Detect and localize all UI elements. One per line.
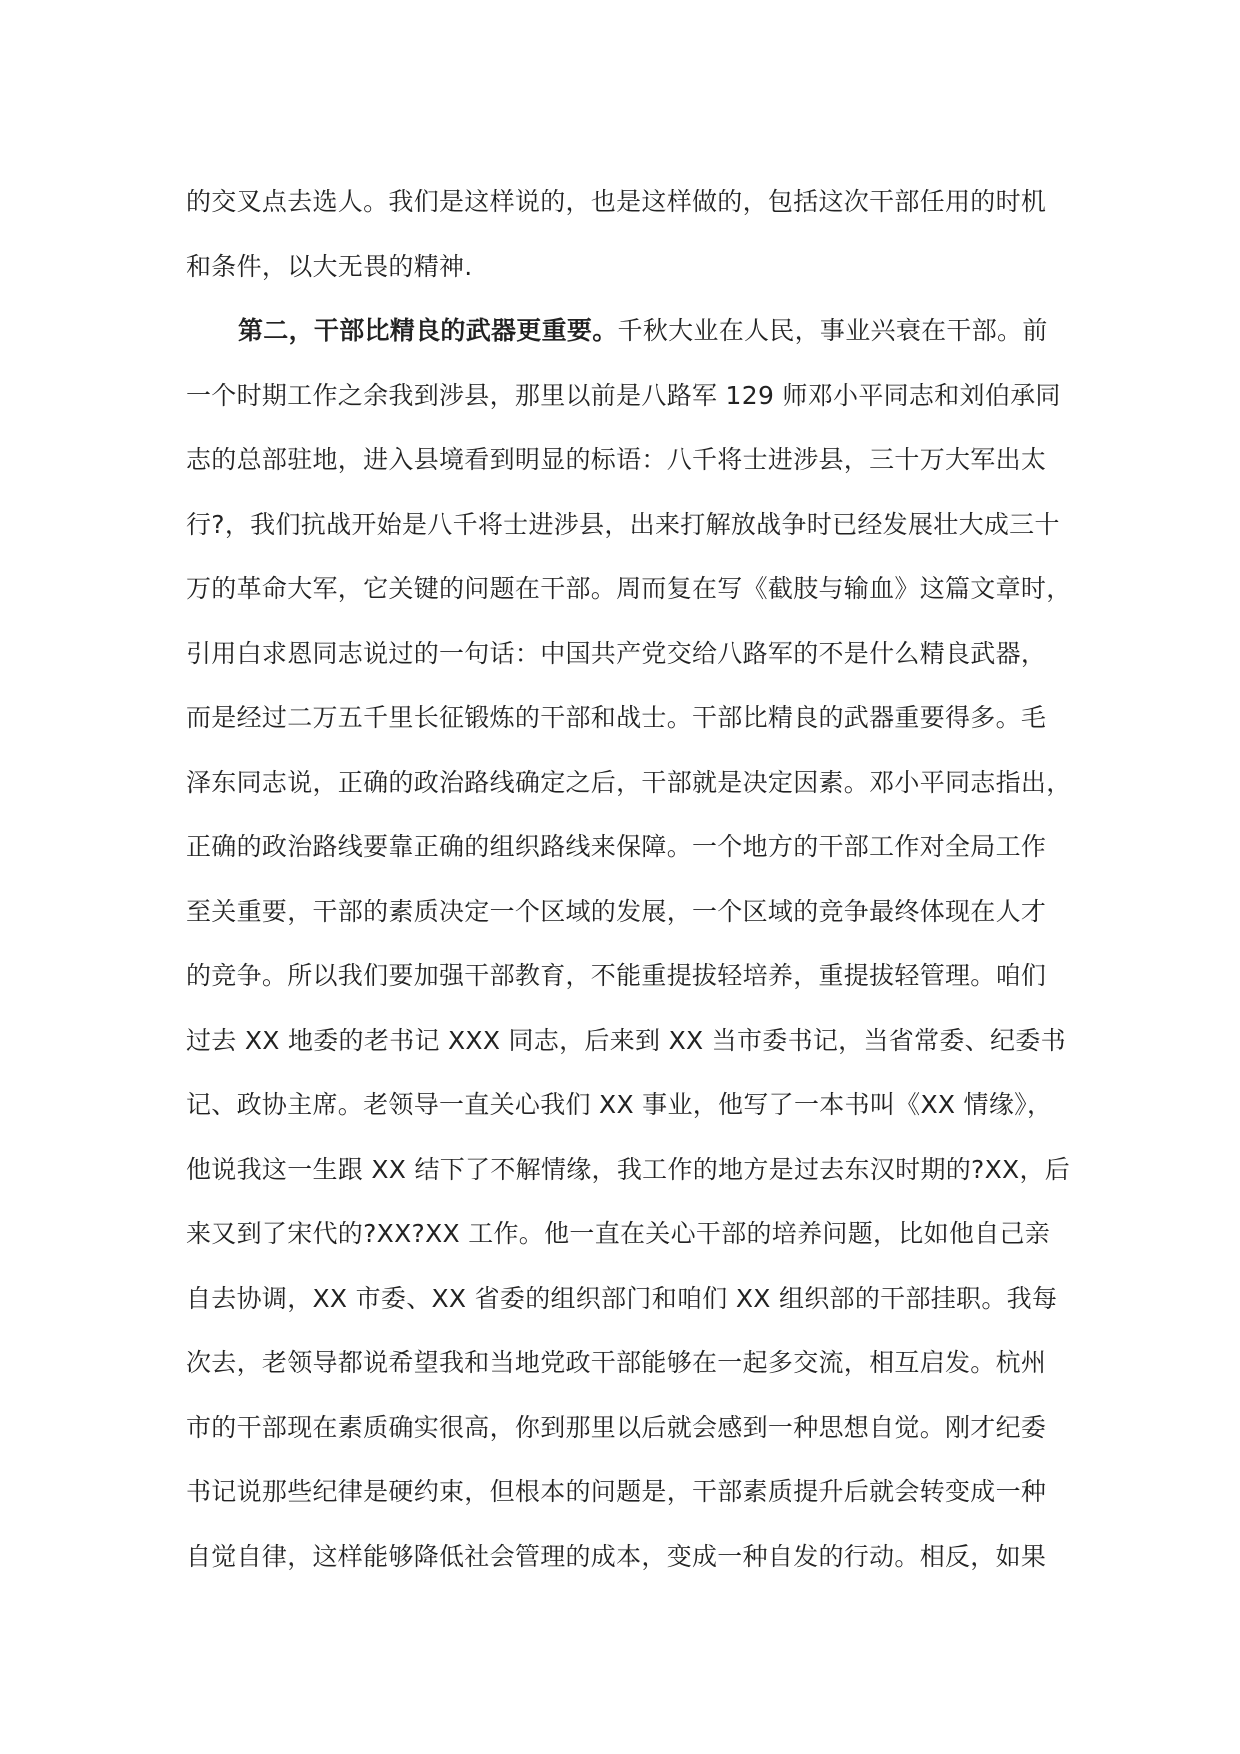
text-line: 至关重要，干部的素质决定一个区域的发展，一个区域的竞争最终体现在人才 [186, 896, 1047, 926]
text-line: 过去 XX 地委的老书记 XXX 同志，后来到 XX 当市委书记，当省常委、纪委书 [186, 1025, 1066, 1055]
text-line: 而是经过二万五千里长征锻炼的干部和战士。干部比精良的武器重要得多。毛 [186, 703, 1047, 732]
text-line: 和条件，以大无畏的精神. [186, 251, 473, 281]
text-line: 行?，我们抗战开始是八千将士进涉县，出来打解放战争时已经发展壮大成三十 [186, 509, 1060, 539]
text-line: 志的总部驻地，进入县境看到明显的标语：八千将士进涉县，三十万大军出太 [186, 445, 1047, 474]
text-line: 记、政协主席。老领导一直关心我们 XX 事业，他写了一本书叫《XX 情缘》， [186, 1090, 1053, 1119]
section-heading: 第二，干部比精良的武器更重要。 [238, 316, 618, 345]
text-line: 自去协调，XX 市委、XX 省委的组织部门和咱们 XX 组织部的干部挂职。我每 [186, 1283, 1058, 1313]
text-line: 万的革命大军，它关键的问题在干部。周而复在写《截肢与输血》这篇文章时， [186, 574, 1072, 603]
section-heading-line [186, 299, 1086, 364]
text-line: 他说我这一生跟 XX 结下了不解情缘，我工作的地方是过去东汉时期的?XX，后 [186, 1154, 1071, 1184]
text-line: 正确的政治路线要靠正确的组织路线来保障。一个地方的干部工作对全局工作 [186, 832, 1047, 861]
text-line: 的交叉点去选人。我们是这样说的，也是这样做的，包括这次干部任用的时机 [186, 187, 1047, 216]
text-line: 引用白求恩同志说过的一句话：中国共产党交给八路军的不是什么精良武器， [186, 638, 1047, 668]
heading-line-text: 千秋大业在人民，事业兴衰在干部。前 [617, 316, 1048, 345]
text-line: 书记说那些纪律是硬约束，但根本的问题是，干部素质提升后就会转变成一种 [186, 1477, 1047, 1506]
text-line: 市的干部现在素质确实很高，你到那里以后就会感到一种思想自觉。刚才纪委 [186, 1412, 1047, 1442]
text-line: 泽东同志说，正确的政治路线确定之后，干部就是决定因素。邓小平同志指出， [186, 767, 1072, 797]
body-text [186, 170, 1086, 1589]
text-line: 来又到了宋代的?XX?XX 工作。他一直在关心干部的培养问题，比如他自己亲 [186, 1219, 1051, 1248]
text-line: 次去，老领导都说希望我和当地党政干部能够在一起多交流，相互启发。杭州 [186, 1348, 1047, 1377]
text-line: 的竞争。所以我们要加强干部教育，不能重提拔轻培养，重提拔轻管理。咱们 [186, 961, 1047, 990]
text-line: 一个时期工作之余我到涉县，那里以前是八路军 129 师邓小平同志和刘伯承同 [186, 380, 1061, 410]
text-line: 自觉自律，这样能够降低社会管理的成本，变成一种自发的行动。相反，如果 [186, 1541, 1047, 1571]
